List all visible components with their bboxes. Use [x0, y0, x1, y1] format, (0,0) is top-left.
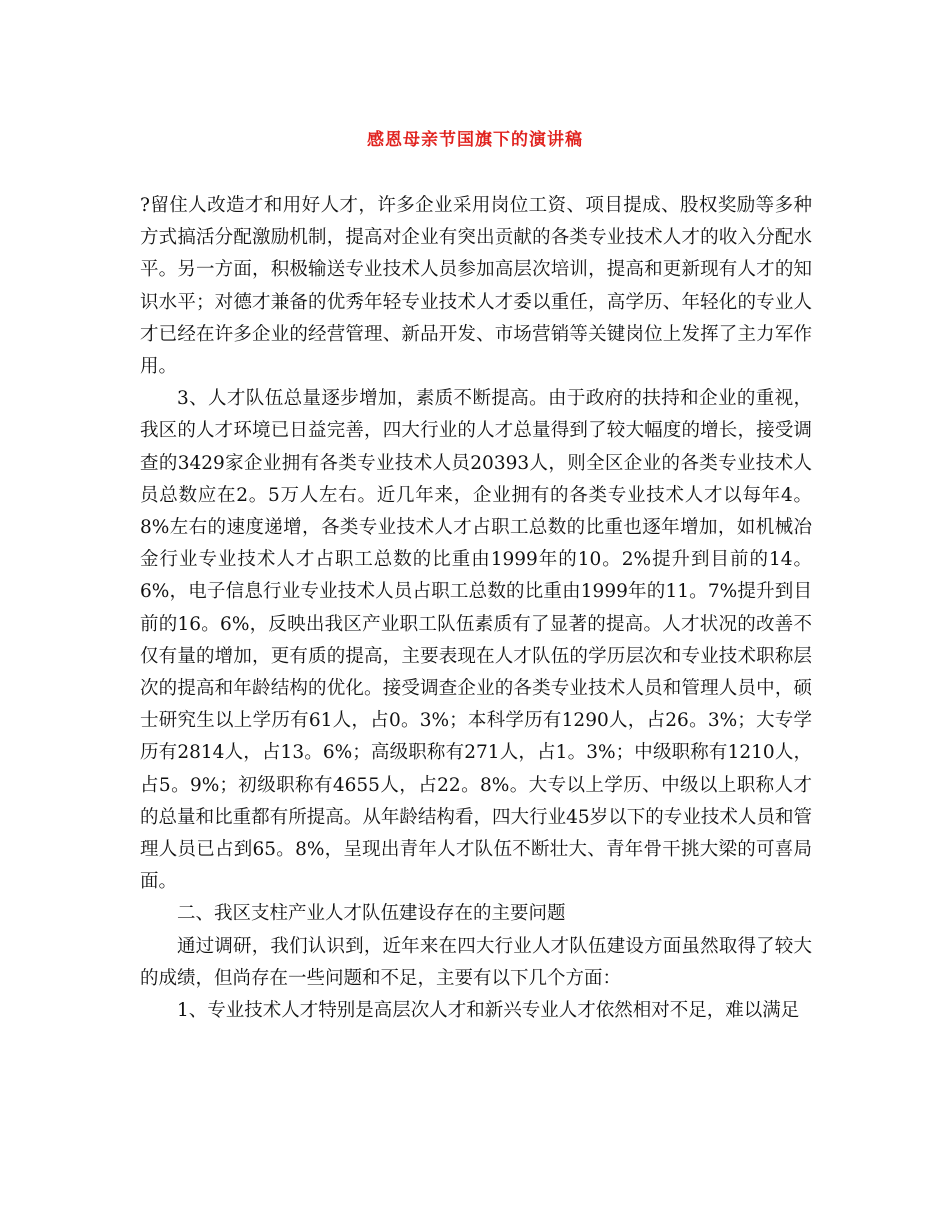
document-title: 感恩母亲节国旗下的演讲稿 — [367, 130, 583, 150]
paragraph: ?留住人改造才和用好人才，许多企业采用岗位工资、项目提成、股权奖励等多种方式搞活分配激励机制，提高对企业有突出贡献的各类专业技术人才的收入分配水平。另一方面，积极输送专业技术人员参加高层次培训，提高和更新现有人才的知识水平；对德才兼备的优秀年轻专业技术人才委以重任，高学历、年轻化的专业人才已经在许多企业的经营管理、新品开发、市场营销等关键岗位上发挥了主力军作用。 — [140, 195, 812, 378]
section-heading: 二、我区支柱产业人才队伍建设存在的主要问题 — [177, 903, 566, 925]
document-body — [140, 190, 812, 1027]
paragraph: 1、专业技术人才特别是高层次人才和新兴专业人才依然相对不足，难以满足 — [177, 1000, 800, 1022]
paragraph: 3、人才队伍总量逐步增加，素质不断提高。由于政府的扶持和企业的重视，我区的人才环境已日益完善，四大行业的人才总量得到了较大幅度的增长，接受调查的3429家企业拥有各类专业技术人员20393人，则全区企业的各类专业技术人员总数应在2。5万人左右。近几年来，企业拥有的各类专业技术人才以每年4。8%左右的速度递增，各类专业技术人才占职工总数的比重也逐年增加，如机械冶金行业专业技术人才占职工总数的比重由1999年的10。2%提升到目前的14。6%，电子信息行业专业技术人员占职工总数的比重由1999年的11。7%提升到目前的16。6%，反映出我区产业职工队伍素质有了显著的提高。人才状况的改善不仅有量的增加，更有质的提高，主要表现在人才队伍的学历层次和专业技术职称层次的提高和年龄结构的优化。接受调查企业的各类专业技术人员和管理人员中，硕士研究生以上学历有61人，占0。3%；本科学历有1290人，占26。3%；大专学历有2814人，占13。6%；高级职称有271人，占1。3%；中级职称有1210人，占5。9%；初级职称有4655人，占22。8%。大专以上学历、中级以上职称人才的总量和比重都有所提高。从年龄结构看，四大行业45岁以下的专业技术人员和管理人员已占到65。8%，呈现出青年人才队伍不断壮大、青年骨干挑大梁的可喜局面。 — [140, 388, 812, 893]
paragraph: 通过调研，我们认识到，近年来在四大行业人才队伍建设方面虽然取得了较大的成绩，但尚存在一些问题和不足，主要有以下几个方面： — [140, 935, 812, 989]
